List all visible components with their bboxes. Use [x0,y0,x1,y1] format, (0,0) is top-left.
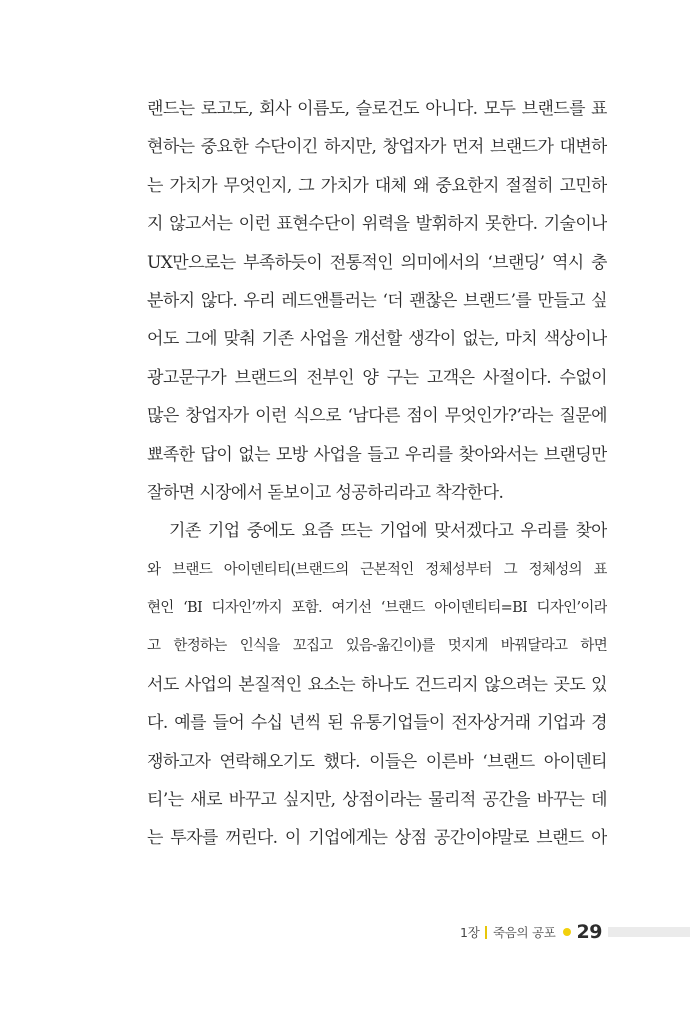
footer-bar [608,927,690,937]
text-line: 와 브랜드 아이덴티티(브랜드의 근본적인 정체성부터 그 정체성의 표 [147,561,607,578]
text-line: 어도 그에 맞춰 기존 사업을 개선할 생각이 없는, 마치 색상이나 [147,329,607,350]
chapter-label: 1장 [460,925,480,940]
page-footer [460,919,690,945]
text-line: 잘하면 시장에서 돋보이고 성공하리라고 착각한다. [147,482,504,503]
text-line: 많은 창업자가 이런 식으로 ‘남다른 점이 무엇인가?’라는 질문에 [147,406,607,427]
body-text [147,90,607,858]
text-line: 기존 기업 중에도 요즘 뜨는 기업에 맞서겠다고 우리를 찾아 [169,521,607,542]
text-line: 랜드는 로고도, 회사 이름도, 슬로건도 아니다. 모두 브랜드를 표 [147,99,607,119]
text-line: 티’는 새로 바꾸고 싶지만, 상점이라는 물리적 공간을 바꾸는 데 [147,790,607,811]
text-line: 는 가치가 무엇인지, 그 가치가 대체 왜 중요한지 절절히 고민하 [147,175,607,196]
text-line: 는 투자를 꺼린다. 이 기업에게는 상점 공간이야말로 브랜드 아 [147,828,607,849]
text-line: UX만으로는 부족하듯이 전통적인 의미에서의 ‘브랜딩’ 역시 충 [147,252,607,273]
text-line: 지 않고서는 이런 표현수단이 위력을 발휘하지 못한다. 기술이나 [147,214,607,235]
text-line: 다. 예를 들어 수십 년씩 된 유통기업들이 전자상거래 기업과 경 [147,713,607,734]
page-number: 29 [576,921,602,943]
text-line: 현인 ‘BI 디자인’까지 포함. 여기선 ‘브랜드 아이덴티티=BI 디자인’이라 [147,600,607,617]
text-line: 뾰족한 답이 없는 모방 사업을 들고 우리를 찾아와서는 브랜딩만 [147,444,607,465]
chapter-title: 죽음의 공포 [492,925,556,940]
text-line: 고 한정하는 인식을 꼬집고 있음-옮긴이)를 멋지게 바꿔달라고 하면 [147,638,607,655]
text-line: 서도 사업의 본질적인 요소는 하나도 건드리지 않으려는 곳도 있 [147,674,607,695]
bullet-dot-icon [563,928,571,936]
text-line: 현하는 중요한 수단이긴 하지만, 창업자가 먼저 브랜드가 대변하 [147,137,607,158]
text-line: 쟁하고자 연락해오기도 했다. 이들은 이른바 ‘브랜드 아이덴티 [147,751,607,772]
text-line: 광고문구가 브랜드의 전부인 양 구는 고객은 사절이다. 수없이 [147,367,607,388]
footer-separator [485,926,487,939]
text-line: 분하지 않다. 우리 레드앤틀러는 ‘더 괜찮은 브랜드’를 만들고 싶 [147,290,607,311]
